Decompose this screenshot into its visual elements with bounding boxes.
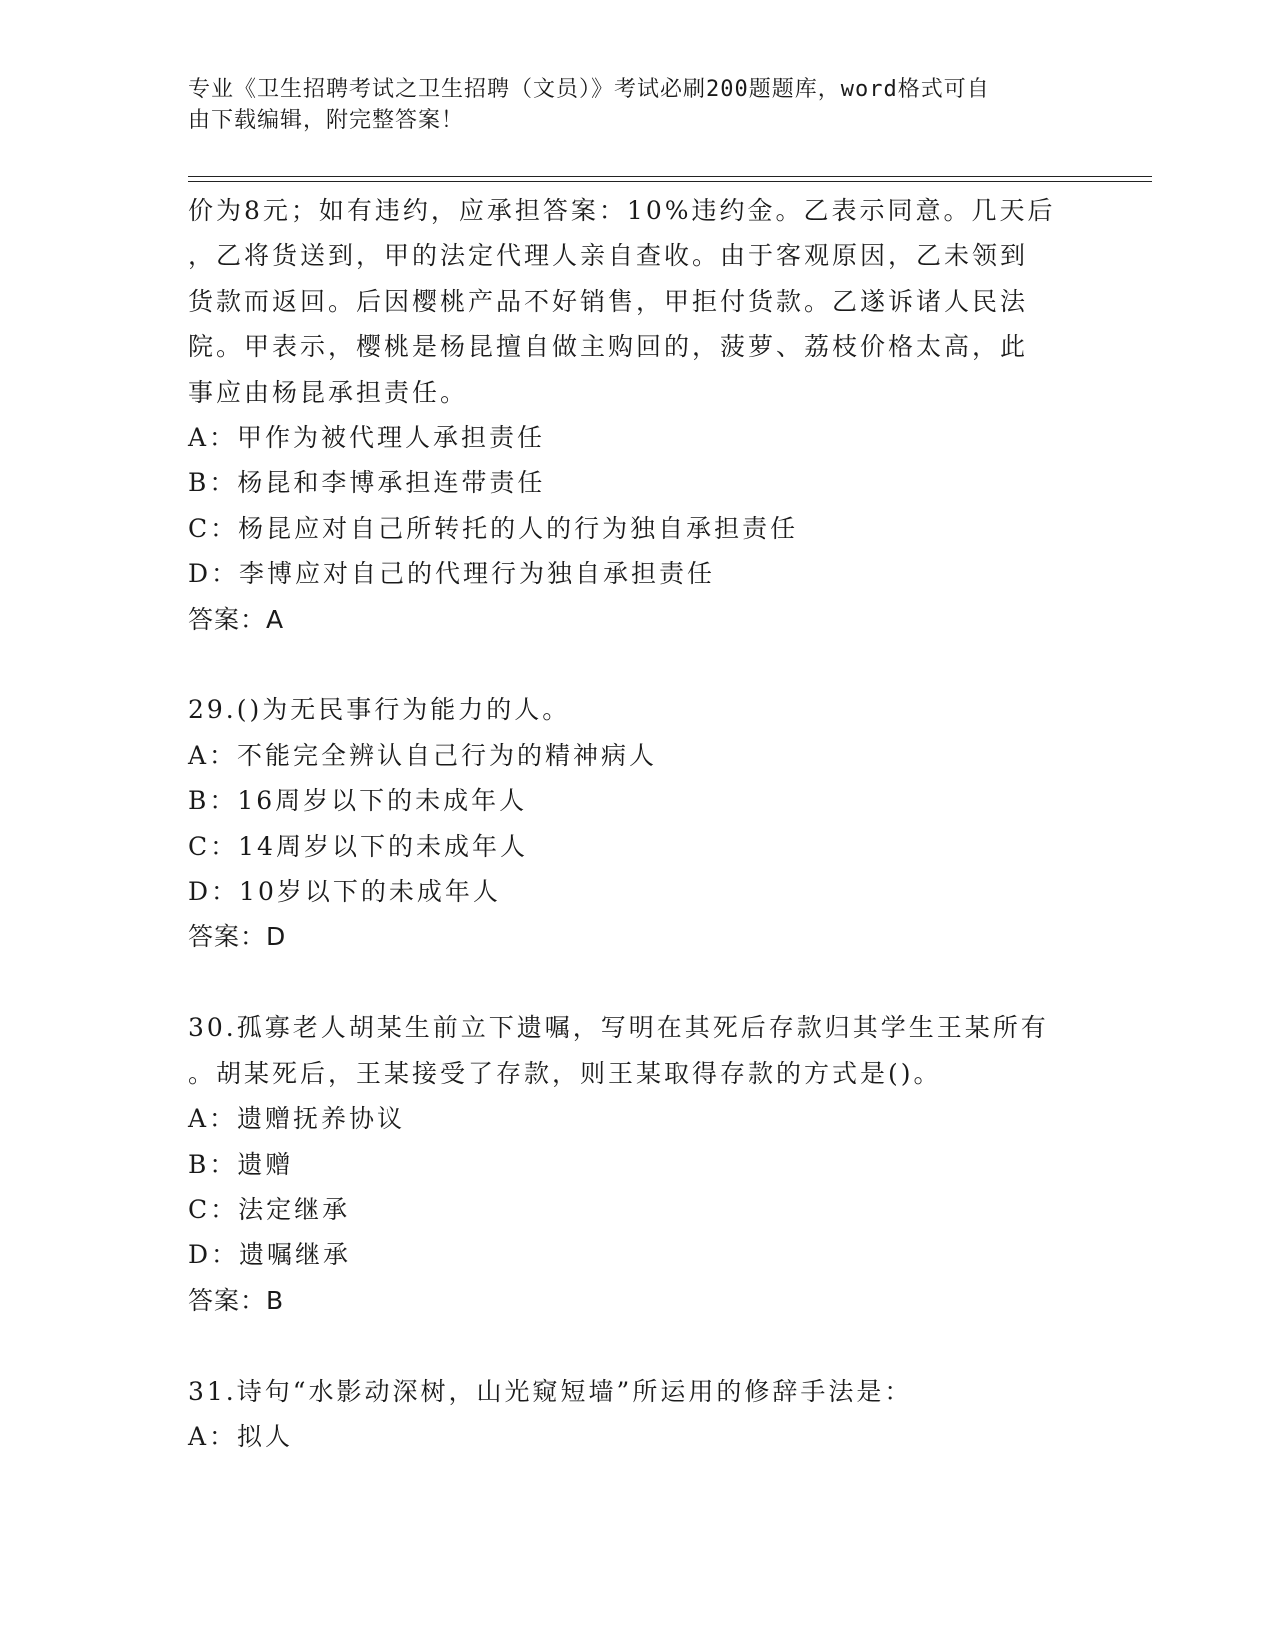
option-c: C：杨昆应对自己所转托的人的行为独自承担责任 bbox=[188, 513, 799, 543]
question-text-line: 。胡某死后，王某接受了存款，则王某取得存款的方式是()。 bbox=[188, 1058, 942, 1088]
option-c: C：法定继承 bbox=[188, 1194, 351, 1224]
option-d: D：10岁以下的未成年人 bbox=[188, 877, 501, 907]
header-line-1: 专业《卫生招聘考试之卫生招聘（文员）》考试必刷200题题库，word格式可自 bbox=[188, 77, 990, 102]
question-text-line: 价为8元；如有违约，应承担答案：10%违约金。乙表示同意。几天后 bbox=[188, 196, 1056, 225]
question-29 bbox=[188, 687, 1088, 959]
option-d: D：遗嘱继承 bbox=[188, 1240, 352, 1270]
header-line-2: 由下载编辑，附完整答案！ bbox=[188, 108, 465, 133]
option-b: B：杨昆和李博承担连带责任 bbox=[188, 468, 546, 498]
option-a: A：甲作为被代理人承担责任 bbox=[188, 423, 546, 453]
option-c: C：14周岁以下的未成年人 bbox=[188, 831, 528, 861]
header-divider bbox=[188, 176, 1152, 182]
question-28-continuation bbox=[188, 188, 1088, 642]
answer-line: 答案：D bbox=[188, 922, 287, 952]
option-a: A：拟人 bbox=[188, 1421, 294, 1451]
question-text-line: 31.诗句“水影动深树，山光窥短墙”所运用的修辞手法是： bbox=[188, 1376, 913, 1406]
question-text-line: ，乙将货送到，甲的法定代理人亲自查收。由于客观原因，乙未领到 bbox=[188, 241, 1029, 271]
option-b: B：遗赠 bbox=[188, 1149, 294, 1179]
answer-line: 答案：A bbox=[188, 604, 285, 634]
question-text-line: 院。甲表示，樱桃是杨昆擅自做主购回的，菠萝、荔枝价格太高，此 bbox=[188, 332, 1029, 362]
spacer bbox=[188, 642, 1088, 687]
option-d: D：李博应对自己的代理行为独自承担责任 bbox=[188, 559, 716, 589]
question-text-line: 30.孤寡老人胡某生前立下遗嘱，写明在其死后存款归其学生王某所有 bbox=[188, 1013, 1049, 1043]
option-a: A：遗赠抚养协议 bbox=[188, 1104, 406, 1134]
document-header bbox=[188, 74, 1068, 136]
question-text-line: 事应由杨昆承担责任。 bbox=[188, 377, 469, 407]
question-30 bbox=[188, 1005, 1088, 1323]
answer-line: 答案：B bbox=[188, 1285, 285, 1315]
spacer bbox=[188, 1323, 1088, 1368]
spacer bbox=[188, 960, 1088, 1005]
option-a: A：不能完全辨认自己行为的精神病人 bbox=[188, 740, 658, 770]
option-b: B：16周岁以下的未成年人 bbox=[188, 786, 528, 816]
document-body bbox=[188, 188, 1088, 1459]
question-31 bbox=[188, 1369, 1088, 1460]
question-text-line: 29.()为无民事行为能力的人。 bbox=[188, 695, 571, 725]
question-text-line: 货款而返回。后因樱桃产品不好销售，甲拒付货款。乙遂诉诸人民法 bbox=[188, 286, 1029, 316]
